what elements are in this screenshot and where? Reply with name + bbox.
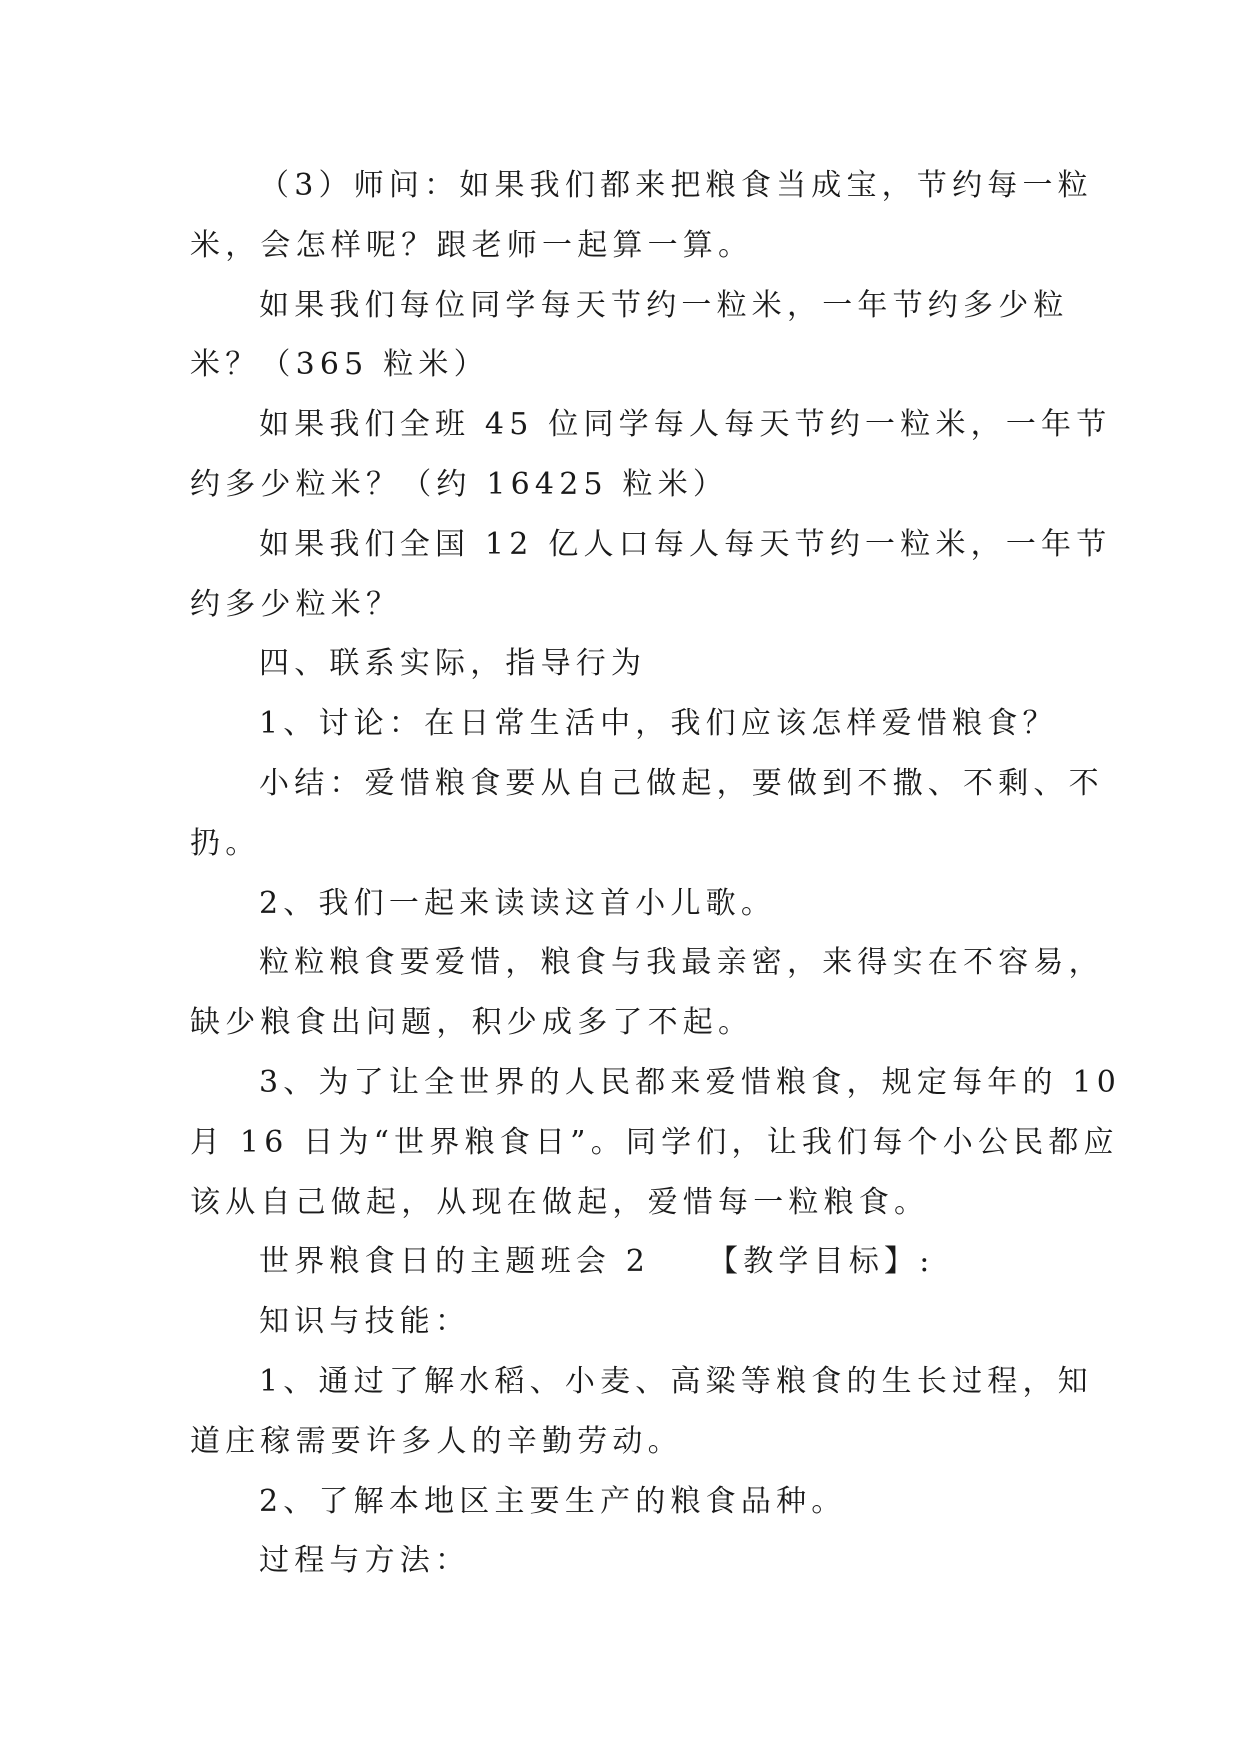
text-line: 月 16 日为“世界粮食日”。同学们，让我们每个小公民都应 [190, 1124, 1119, 1160]
text-line: 2、了解本地区主要生产的粮食品种。 [259, 1483, 847, 1519]
text-line: 知识与技能： [259, 1304, 471, 1340]
text-line: 米，会怎样呢？跟老师一起算一算。 [190, 227, 754, 263]
text-line: 1、讨论：在日常生活中，我们应该怎样爱惜粮食？ [259, 706, 1058, 742]
lesson-body-part1 [190, 156, 1121, 1232]
section-title: 世界粮食日的主题班会 2 [259, 1244, 651, 1280]
text-line: 约多少粒米？（约 16425 粒米） [190, 466, 729, 502]
document-page [190, 156, 1121, 1591]
text-line: 扔。 [190, 825, 261, 861]
lesson-body-part2 [190, 1292, 1093, 1591]
text-line: 小结：爱惜粮食要从自己做起，要做到不撒、不剩、不 [259, 765, 1104, 801]
text-line: （3）师问：如果我们都来把粮食当成宝，节约每一粒 [259, 168, 1093, 203]
text-line: 如果我们全班 45 位同学每人每天节约一粒米，一年节 [259, 407, 1112, 443]
text-line: 米？（365 粒米） [190, 347, 489, 383]
section-heading-line [190, 1232, 1050, 1292]
text-line: 约多少粒米？ [190, 586, 402, 622]
teaching-goals-label: 【教学目标】: [708, 1244, 935, 1280]
text-line: 1、通过了解水稻、小麦、高粱等粮食的生长过程，知 [259, 1363, 1093, 1399]
text-line: 2、我们一起来读读这首小儿歌。 [259, 885, 777, 921]
text-line: 道庄稼需要许多人的辛勤劳动。 [190, 1423, 683, 1459]
text-line: 四、联系实际，指导行为 [259, 646, 647, 682]
text-line: 该从自己做起，从现在做起，爱惜每一粒粮食。 [190, 1184, 930, 1220]
text-line: 粒粒粮食要爱惜，粮食与我最亲密，来得实在不容易， [259, 945, 1104, 981]
text-line: 缺少粮食出问题，积少成多了不起。 [190, 1005, 754, 1041]
text-line: 如果我们全国 12 亿人口每人每天节约一粒米，一年节 [259, 526, 1112, 562]
text-line: 3、为了让全世界的人民都来爱惜粮食，规定每年的 10 [259, 1064, 1121, 1100]
text-line: 如果我们每位同学每天节约一粒米，一年节约多少粒 [259, 287, 1069, 323]
text-line: 过程与方法： [259, 1543, 471, 1579]
